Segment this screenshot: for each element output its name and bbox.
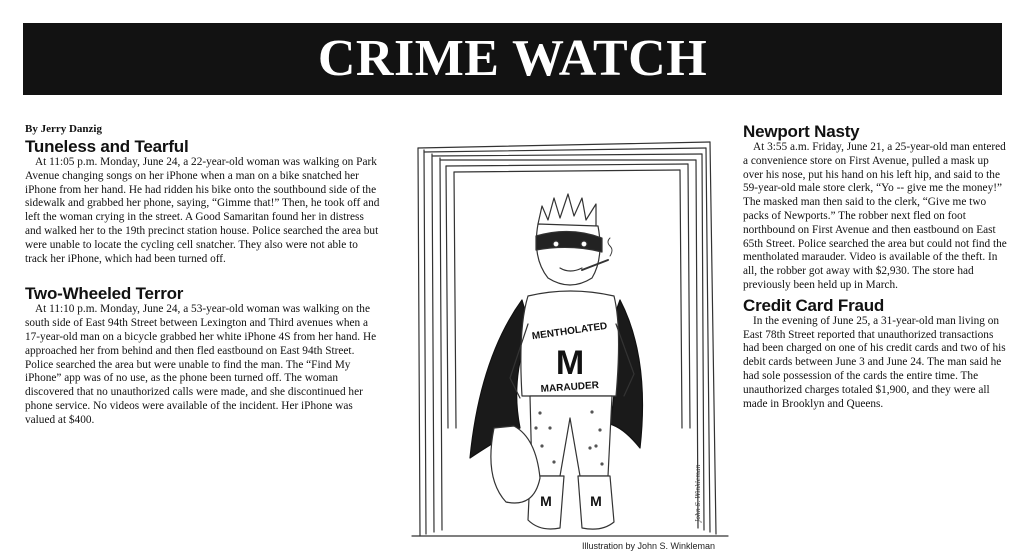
story-body: At 3:55 a.m. Friday, June 21, a 25-year-old man entered a convenience store on First Avenue, pulled a mask up over his nose, put his hand on his left hip, and said to the 59-year-old male store clerk, “Yo -- give me the money!” The masked man then said to the clerk, “Give me two packs of Newports.” The robber next fled on foot northbound on First Avenue and then eastbound on East 65th Street. Police searched the area but could not find the mentholated marauder. Video is available of the theft. In all, the robber got away with $2,930. The store had previously been held up in March. — [743, 141, 1007, 291]
illustration-credit: Illustration by John S. Winkleman — [582, 541, 716, 551]
masthead-banner — [23, 23, 1002, 95]
story-headline: Tuneless and Tearful — [25, 137, 189, 156]
pants — [530, 396, 612, 476]
page-title: CRIME WATCH — [317, 30, 708, 87]
story-headline: Credit Card Fraud — [743, 295, 885, 315]
story-body: At 11:10 p.m. Monday, June 24, a 53-year-old woman was walking on the south side of East 94th Street between Lexington and Third avenues when a 17-year-old man on a bicycle grabbed her white iPhone 4S from her hand. He approached her from behind and then fled eastbound on East 94th Street. Police searched the area but were unable to find the man. The “Find My iPhone” app was of no use, as the phone been turned off. The woman discovered that no unauthorized calls were made, and she discontinued her phone service. No videos were available of the incident. Her iPhone was valued at $400. — [25, 303, 377, 426]
byline: By Jerry Danzig — [25, 123, 102, 135]
boot-letter-left: M — [540, 493, 552, 509]
story-headline: Two-Wheeled Terror — [25, 284, 184, 304]
artist-signature: John S. Winkleman — [695, 464, 702, 522]
marauder-illustration — [410, 128, 730, 538]
story-body: In the evening of June 25, a 31-year-old man living on East 78th Street reported that unauthorized transactions had been charged on one of his credit cards and two of his debit cards between June 3 and June 24. The man said he had sole possession of the cards the entire time. The unauthorized charges totaled $1,900, and they were all made in Brooklyn and Queens. — [743, 314, 1006, 410]
shirt-text-top: MENTHOLATED — [531, 320, 609, 343]
story-newport — [743, 122, 1008, 293]
story-headline: Newport Nasty — [743, 122, 860, 141]
head — [536, 194, 612, 285]
shirt-letter: M — [555, 344, 585, 382]
story-body: At 11:05 p.m. Monday, June 24, a 22-year-old woman was walking on Park Avenue changing songs on her iPhone when a man on a bike snatched her iPhone from her hand. He had ridden his bike onto the southbound side of the sidewalk and grabbed her phone, saying, “Gimme that!” Then, he took off and left the woman crying in the street. A Good Samaritan found her in distress and walked her to the 19th precinct station house. Police searched the area but were unable to locate the cycling cell snatcher. They also were not able to track her iPhone, which had been turned off. — [25, 156, 380, 265]
story-two-wheeled — [25, 284, 381, 427]
boot-letter-right: M — [590, 493, 602, 509]
story-tuneless — [25, 137, 381, 266]
left-column — [25, 123, 381, 446]
shirt-text-bottom: MARAUDER — [540, 379, 600, 396]
right-column — [743, 122, 1008, 414]
story-credit-card — [743, 296, 1008, 412]
